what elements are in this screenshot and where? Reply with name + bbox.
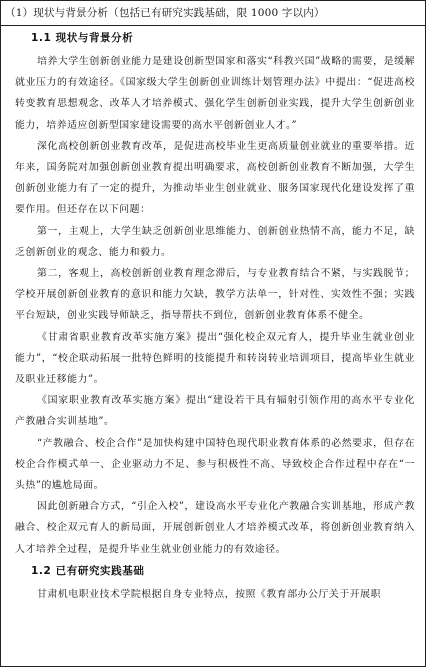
body-paragraph: 第一，主观上，大学生缺乏创新创业思维能力、创新创业热情不高，能力不足，缺乏创新创业的观念、能力和毅力。 <box>15 225 415 258</box>
body-paragraph: “产教融合、校企合作”是加快构建中国特色现代职业教育体系的必然要求，但存在校企合作模式单一、企业驱动力不足、参与积极性不高、导致校企合作过程中存在“一头热”的尴尬局面。 <box>15 437 415 492</box>
body-paragraph: 培养大学生创新创业能力是建设创新型国家和落实“科教兴国”战略的需要，是缓解就业压力的有效途径。《国家级大学生创新创业训练计划管理办法》中提出：“促进高校转变教育思想观念、改革人才培养模式、强化学生创新创业实践，提升大学生创新创业能力，培养适应创新型国家建设需要的高水平创新创业人才。” <box>15 56 415 131</box>
body-paragraph: 第二，客观上，高校创新创业教育理念滞后，与专业教育结合不紧，与实践脱节；学校开展创新创业教育的意识和能力欠缺，教学方法单一，针对性、实效性不强；实践平台短缺，创业实践导师缺乏，指导帮扶不到位，创新创业教育体系不健全。 <box>15 268 415 322</box>
body-paragraph: 《国家职业教育改革实施方案》提出“建设若干具有辐射引领作用的高水平专业化产教融合实训基地”。 <box>15 395 415 428</box>
section-title-practice-basis: 1.2 已有研究实践基础 <box>31 564 145 577</box>
table-row-divider <box>1 25 425 26</box>
body-paragraph: 《甘肃省职业教育改革实施方案》提出“强化校企双元育人，提升毕业生就业创业能力”，“校企联动拓展一批特色鲜明的技能提升和转岗转业培训项目，提高毕业生就业及职业迁移能力”。 <box>15 331 415 386</box>
section-title-background: 1.1 现状与背景分析 <box>31 32 134 44</box>
document-body <box>15 29 415 605</box>
body-paragraph: 甘肃机电职业技术学院根据自身专业特点，按照《教育部办公厅关于开展职 <box>37 588 382 600</box>
table-header-cell: （1）现状与背景分析（包括已有研究实践基础，限 1000 字以内） <box>5 7 325 19</box>
body-paragraph: 因此创新融合方式，“引企入校”，建设高水平专业化产教融合实训基地，形成产教融合、校企双元育人的新局面，开展创新创业人才培养模式改革，将创新创业教育纳入人才培养全过程，是提升毕业生就业创业能力的有效途径。 <box>15 501 415 555</box>
body-paragraph: 深化高校创新创业教育改革，是促进高校毕业生更高质量创业就业的重要举措。近年来，国务院对加强创新创业教育提出明确要求，高校创新创业教育不断加强，大学生创新创业能力有了一定的提升，为推动毕业生创业就业、服务国家现代化建设发挥了重要作用。但还存在以下问题： <box>15 140 415 216</box>
